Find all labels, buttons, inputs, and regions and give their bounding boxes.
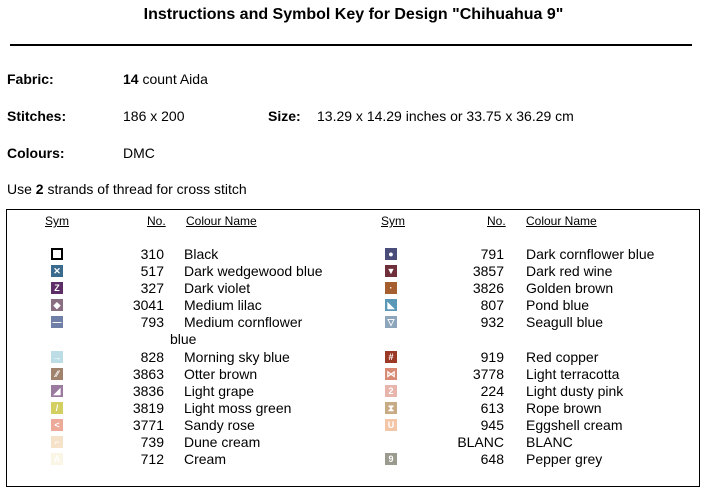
symbol-swatch-icon: ●: [385, 248, 397, 260]
symbol-swatch-icon: ⋈: [386, 368, 396, 379]
fabric-value: [123, 71, 208, 87]
fabric-label: Fabric:: [7, 71, 54, 87]
colour-number: 919: [480, 349, 504, 365]
colour-name: Otter brown: [184, 366, 258, 382]
colour-name: Sandy rose: [184, 417, 255, 433]
colour-number: 3771: [132, 417, 164, 433]
colour-name: Light terracotta: [526, 366, 620, 382]
colour-number: 828: [140, 349, 164, 365]
header-name-right: Colour Name: [526, 214, 597, 228]
table-bottom-edge: [6, 486, 76, 487]
colour-number: 327: [140, 280, 164, 296]
symbol-swatch-icon: ✕: [51, 265, 63, 277]
symbol-swatch-icon: Z: [51, 282, 63, 294]
stitches-value: 186 x 200: [123, 108, 185, 124]
symbol-swatch-icon: /: [51, 402, 63, 414]
colour-name: Pond blue: [526, 297, 590, 313]
colour-name: Dark cornflower blue: [526, 246, 655, 262]
colour-number: 3778: [472, 366, 504, 382]
symbol-swatch-icon: ▼: [386, 265, 396, 276]
colours-label: Colours:: [7, 145, 65, 161]
header-sym-right: Sym: [381, 214, 405, 228]
symbol-swatch-icon: ◆: [51, 299, 63, 311]
colour-number: 739: [140, 434, 164, 450]
strands-instruction: [7, 181, 247, 197]
colour-name: Eggshell cream: [526, 417, 623, 433]
colour-name: BLANC: [526, 434, 573, 450]
colour-name: Golden brown: [526, 280, 614, 296]
colour-name: Red copper: [526, 349, 599, 365]
stitches-label: Stitches:: [7, 108, 67, 124]
symbol-swatch-icon: —: [52, 316, 62, 327]
colour-name: Rope brown: [526, 400, 602, 416]
colour-number: BLANC: [457, 434, 504, 450]
symbol-swatch-icon: →: [52, 351, 62, 362]
colour-name: Dark wedgewood blue: [184, 263, 323, 279]
colour-name: Cream: [184, 451, 227, 467]
strands-count: 2: [35, 181, 44, 197]
header-sym-left: Sym: [45, 214, 69, 228]
colour-number: 3819: [132, 400, 164, 416]
size-label: Size:: [268, 108, 301, 124]
symbol-swatch-icon: [385, 436, 397, 448]
fabric-rest: count Aida: [138, 71, 208, 87]
colour-name: Dune cream: [184, 434, 261, 450]
colour-number: 712: [140, 451, 164, 467]
colour-number: 791: [480, 246, 504, 262]
fabric-count: 14: [123, 71, 139, 87]
colour-name: Seagull blue: [526, 314, 604, 330]
colour-number: 3041: [132, 297, 164, 313]
colour-name: Light grape: [184, 383, 255, 399]
strands-post: strands of thread for cross stitch: [43, 181, 247, 197]
symbol-swatch-icon: 2: [385, 385, 397, 397]
header-no-right: No.: [487, 214, 506, 228]
colour-name: Medium cornflower: [184, 314, 303, 330]
symbol-swatch-icon: ⧗: [385, 402, 397, 414]
colour-name: Pepper grey: [526, 451, 603, 467]
colour-number: 793: [140, 314, 164, 330]
symbol-swatch-icon: ·: [385, 282, 397, 294]
colour-name: Light moss green: [184, 400, 292, 416]
symbol-swatch-icon: #: [385, 351, 397, 363]
symbol-swatch-icon: U: [385, 419, 397, 431]
symbol-swatch-icon: 9: [385, 453, 397, 465]
symbol-swatch-icon: ◢: [51, 385, 63, 397]
symbol-swatch-icon: ◣: [385, 299, 397, 311]
header-no-left: No.: [147, 214, 166, 228]
colour-number: 3826: [472, 280, 504, 296]
colour-name: Black: [184, 246, 219, 262]
colour-name: Morning sky blue: [184, 349, 290, 365]
size-value: 13.29 x 14.29 inches or 33.75 x 36.29 cm: [317, 108, 574, 124]
symbol-swatch-icon: A: [51, 453, 63, 465]
symbol-swatch-icon: ⁄⁄: [51, 368, 63, 380]
colour-number: 3863: [132, 366, 164, 382]
strands-pre: Use: [7, 181, 36, 197]
colour-name: Medium lilac: [184, 297, 262, 313]
colour-number: 310: [140, 246, 164, 262]
colour-number: 224: [480, 383, 504, 399]
colour-name: Light dusty pink: [526, 383, 624, 399]
symbol-swatch-icon: <: [51, 419, 63, 431]
page-title: Instructions and Symbol Key for Design "Chihuahua 9": [143, 6, 564, 23]
symbol-swatch-icon: [51, 248, 63, 260]
colour-number: 3836: [132, 383, 164, 399]
colour-number: 807: [480, 297, 504, 313]
symbol-swatch-icon: ▽: [385, 316, 397, 328]
colour-number: 932: [480, 314, 504, 330]
colour-number: 945: [480, 417, 504, 433]
colours-value: DMC: [123, 145, 155, 161]
colour-name: Dark red wine: [526, 263, 613, 279]
wrapped-name-continuation: blue: [170, 331, 197, 347]
symbol-swatch-icon: ⌐: [51, 436, 63, 448]
colour-name: Dark violet: [184, 280, 251, 296]
title-rule: [10, 44, 692, 46]
colour-number: 3857: [472, 263, 504, 279]
colour-number: 648: [480, 451, 504, 467]
colour-number: 517: [140, 263, 164, 279]
header-name-left: Colour Name: [186, 214, 257, 228]
colour-number: 613: [480, 400, 504, 416]
